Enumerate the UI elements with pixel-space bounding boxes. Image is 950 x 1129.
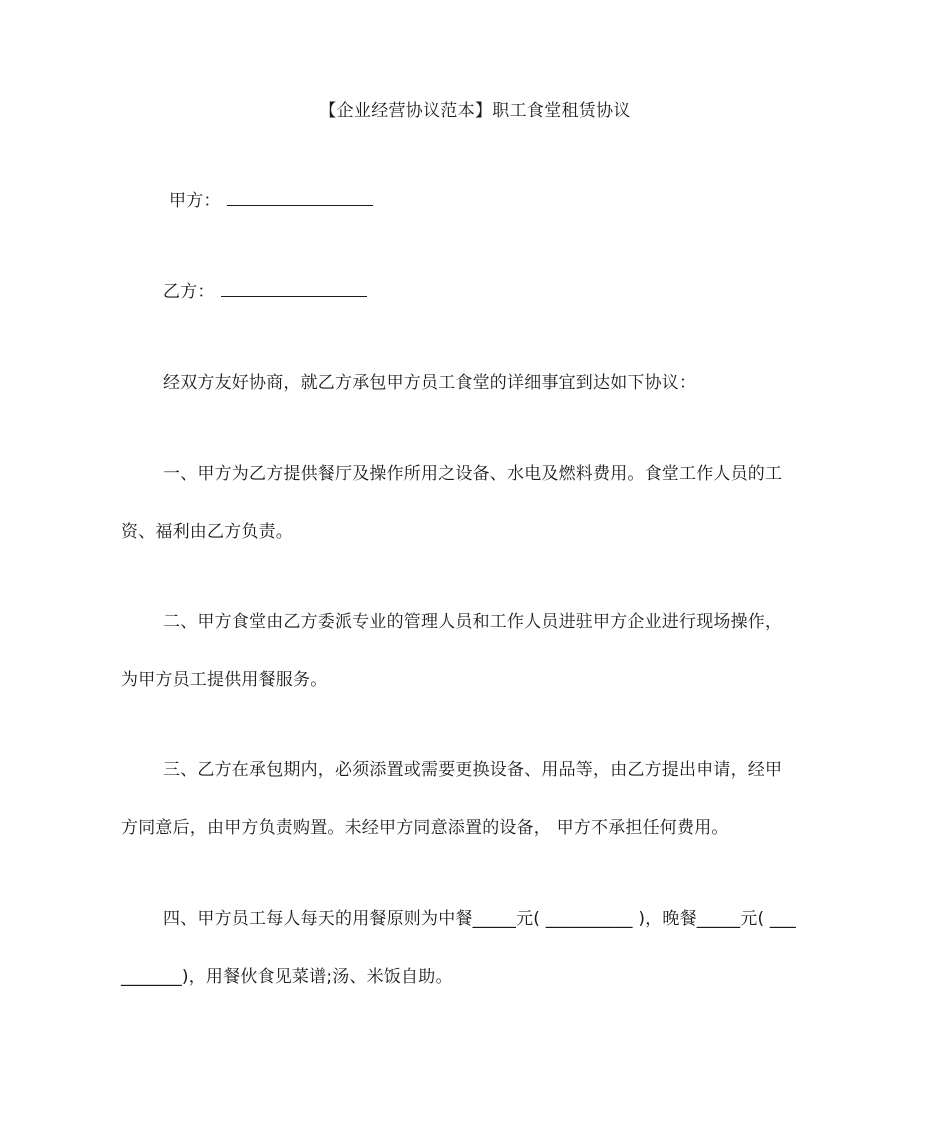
document-title: 【企业经营协议范本】职工食堂租赁协议 — [319, 101, 631, 121]
clause-3-line-2: 方同意后，由甲方负责购置。未经甲方同意添置的设备， 甲方不承担任何费用。 — [121, 818, 729, 838]
intro-paragraph: 经双方友好协商，就乙方承包甲方员工食堂的详细事宜到达如下协议： — [163, 373, 697, 393]
clause-4-line-2: _______)，用餐伙食见菜谱;汤、米饭自助。 — [121, 967, 453, 987]
party-b-blank — [221, 281, 367, 297]
party-a-label: 甲方： — [169, 191, 221, 211]
clause-2-line-2: 为甲方员工提供用餐服务。 — [121, 670, 328, 690]
clause-4-line-1: 四、甲方员工每人每天的用餐原则为中餐_____元( __________ )，晚餐_____元( ___ — [163, 909, 797, 929]
party-b-label: 乙方： — [163, 282, 215, 302]
clause-1-line-2: 资、福利由乙方负责。 — [121, 522, 293, 542]
party-a-blank — [227, 190, 373, 206]
party-b-line — [163, 281, 367, 303]
clause-3-line-1: 三、乙方在承包期内，必须添置或需要更换设备、用品等，由乙方提出申请，经甲 — [163, 760, 783, 780]
party-a-line — [169, 190, 373, 212]
clause-1-line-1: 一、甲方为乙方提供餐厅及操作所用之设备、水电及燃料费用。食堂工作人员的工 — [163, 464, 783, 484]
clause-2-line-1: 二、甲方食堂由乙方委派专业的管理人员和工作人员进驻甲方企业进行现场操作， — [163, 612, 783, 632]
